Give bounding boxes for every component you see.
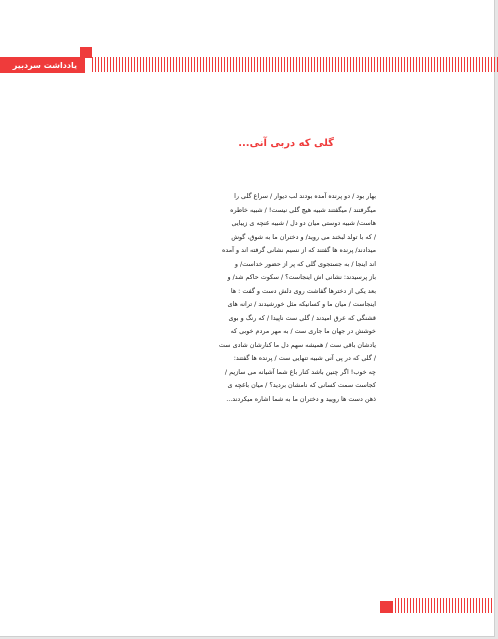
- header-band: [0, 57, 85, 73]
- body-line: میدادند/ پرنده ها گفتند که از نسیم نشانی گرفته اند و آمده: [222, 246, 376, 254]
- article-title: گلی که دربی آنی...: [238, 138, 334, 149]
- body-line: چه خوب! اگر چنین باشد کنار باغ شما آشیانه می سازیم /: [224, 367, 376, 376]
- footer-stripe: [395, 598, 494, 613]
- body-line: / گلی که در پی آنی شبیه تنهایی ست / پرنده ها گفتند:: [233, 354, 376, 362]
- body-line: ذهن دست ها رویید و دختران ما به شما اشاره میکردند...: [226, 394, 376, 403]
- body-line: میگرفتند / میگفتند شبیه هیچ گلی نیست! / شبیه خاطره: [230, 205, 376, 214]
- body-line: بعد یکی از دخترها گفاشت روی دلش دست و گفت : ها: [230, 286, 376, 295]
- body-line: قشنگی که عرق امیدند / گلی ست ناپیدا / که رنگ و بوی: [228, 313, 376, 322]
- article-body: [198, 190, 376, 406]
- body-line: اینجاست / میان ما و کسانیکه مثل خورشیدند / ترانه های: [227, 300, 376, 308]
- body-line: / که با تولد لبخند می روید/ و دختران ما به شوق، گوش: [231, 232, 376, 241]
- header-label: یادداشت سردبیر: [12, 60, 77, 70]
- footer-square: [380, 601, 393, 613]
- header-stripe: [92, 57, 498, 72]
- body-line: باز پرسیدند: نشانی اش اینجاست؟ / سکوت حاکم شد/ و: [227, 273, 376, 281]
- body-line: یادشان باقی ست / همیشه سهم دل ما کنارشان شادی ست: [218, 340, 376, 349]
- body-line: کجاست سمت کسانی که نامشان بردید؟ / میان باغچه ی: [227, 381, 376, 389]
- body-line: بهار بود / دو پرنده آمده بودند لب دیوار / سراغ گلی را: [234, 192, 376, 200]
- body-line: هاست/ شبیه دوستی میان دو دل / شبیه غنچه ی زیبایی: [231, 219, 376, 227]
- body-line: خوشش در جهان ما جاری ست / به مهر مردم خوبی که: [230, 327, 376, 335]
- body-line: اند اینجا / به جستجوی گلی که پر از حضور خداست/ و: [234, 259, 376, 268]
